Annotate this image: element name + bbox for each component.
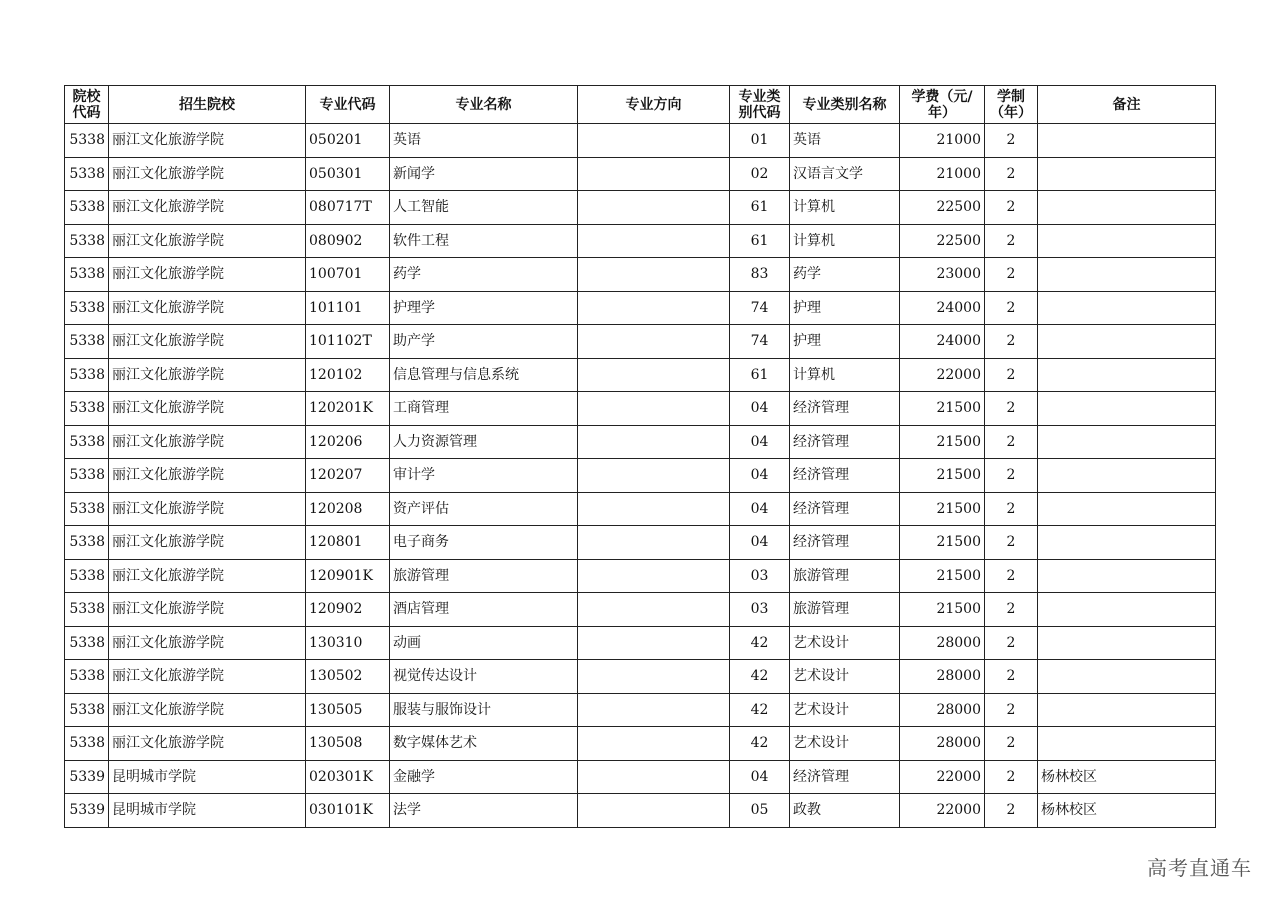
cell-category-name: 英语 [790,124,900,158]
cell-school-name: 丽江文化旅游学院 [109,559,306,593]
cell-duration: 2 [985,191,1038,225]
cell-duration: 2 [985,593,1038,627]
cell-remarks [1038,358,1216,392]
table-row [65,425,1216,459]
cell-major-name: 审计学 [390,459,578,493]
cell-category-name: 药学 [790,258,900,292]
cell-category-name: 护理 [790,325,900,359]
cell-school-code: 5338 [65,559,109,593]
cell-tuition: 21500 [900,392,985,426]
table-row [65,492,1216,526]
cell-major-name: 资产评估 [390,492,578,526]
cell-category-name: 经济管理 [790,392,900,426]
cell-duration: 2 [985,660,1038,694]
cell-major-name: 助产学 [390,325,578,359]
cell-category-name: 艺术设计 [790,626,900,660]
cell-duration: 2 [985,559,1038,593]
cell-school-code: 5338 [65,291,109,325]
cell-major-code: 050201 [306,124,390,158]
cell-school-code: 5338 [65,124,109,158]
table-row [65,660,1216,694]
cell-major-name: 视觉传达设计 [390,660,578,694]
cell-tuition: 28000 [900,727,985,761]
cell-duration: 2 [985,124,1038,158]
table-row [65,358,1216,392]
cell-school-name: 丽江文化旅游学院 [109,492,306,526]
cell-major-direction [578,425,730,459]
cell-remarks [1038,727,1216,761]
table-row [65,727,1216,761]
table-row [65,760,1216,794]
cell-category-name: 计算机 [790,358,900,392]
cell-category-name: 护理 [790,291,900,325]
table-row [65,526,1216,560]
cell-major-code: 120801 [306,526,390,560]
cell-school-code: 5338 [65,425,109,459]
cell-major-name: 英语 [390,124,578,158]
cell-major-direction [578,794,730,828]
cell-tuition: 21500 [900,593,985,627]
cell-category-name: 经济管理 [790,492,900,526]
table-row [65,258,1216,292]
cell-school-name: 丽江文化旅游学院 [109,224,306,258]
cell-category-code: 03 [730,593,790,627]
cell-major-code: 130505 [306,693,390,727]
cell-duration: 2 [985,224,1038,258]
cell-school-name: 丽江文化旅游学院 [109,526,306,560]
cell-school-name: 昆明城市学院 [109,794,306,828]
cell-school-code: 5339 [65,760,109,794]
cell-category-code: 42 [730,626,790,660]
table-row [65,693,1216,727]
cell-category-name: 艺术设计 [790,660,900,694]
cell-remarks [1038,660,1216,694]
cell-school-code: 5338 [65,459,109,493]
cell-major-direction [578,492,730,526]
cell-major-code: 100701 [306,258,390,292]
cell-school-code: 5338 [65,157,109,191]
cell-category-code: 42 [730,693,790,727]
table-body [65,124,1216,828]
cell-duration: 2 [985,794,1038,828]
cell-school-name: 丽江文化旅游学院 [109,392,306,426]
header-school-name: 招生院校 [109,86,306,124]
cell-major-direction [578,626,730,660]
cell-tuition: 22000 [900,794,985,828]
header-category-name: 专业类别名称 [790,86,900,124]
cell-tuition: 28000 [900,626,985,660]
cell-major-name: 护理学 [390,291,578,325]
cell-tuition: 21500 [900,559,985,593]
header-remarks: 备注 [1038,86,1216,124]
cell-tuition: 21500 [900,492,985,526]
cell-tuition: 21000 [900,124,985,158]
cell-remarks [1038,425,1216,459]
cell-major-direction [578,124,730,158]
cell-duration: 2 [985,626,1038,660]
cell-remarks [1038,459,1216,493]
cell-remarks [1038,124,1216,158]
cell-tuition: 22000 [900,760,985,794]
cell-school-name: 丽江文化旅游学院 [109,157,306,191]
cell-remarks: 杨林校区 [1038,760,1216,794]
cell-remarks [1038,392,1216,426]
cell-school-code: 5338 [65,626,109,660]
cell-school-code: 5338 [65,258,109,292]
cell-school-name: 丽江文化旅游学院 [109,325,306,359]
cell-category-code: 05 [730,794,790,828]
cell-major-name: 工商管理 [390,392,578,426]
cell-school-name: 丽江文化旅游学院 [109,425,306,459]
cell-school-name: 丽江文化旅游学院 [109,191,306,225]
cell-major-direction [578,157,730,191]
cell-school-code: 5338 [65,727,109,761]
header-school-code: 院校代码 [65,86,109,124]
cell-category-code: 04 [730,526,790,560]
cell-remarks [1038,291,1216,325]
cell-duration: 2 [985,291,1038,325]
cell-major-name: 人力资源管理 [390,425,578,459]
table-row [65,459,1216,493]
cell-major-direction [578,526,730,560]
cell-major-code: 020301K [306,760,390,794]
cell-category-name: 艺术设计 [790,693,900,727]
cell-major-name: 旅游管理 [390,559,578,593]
cell-duration: 2 [985,157,1038,191]
cell-duration: 2 [985,325,1038,359]
cell-duration: 2 [985,258,1038,292]
cell-major-code: 130310 [306,626,390,660]
cell-major-name: 药学 [390,258,578,292]
cell-school-name: 丽江文化旅游学院 [109,727,306,761]
table-row [65,191,1216,225]
cell-category-name: 汉语言文学 [790,157,900,191]
cell-category-name: 经济管理 [790,760,900,794]
cell-major-direction [578,760,730,794]
cell-category-name: 经济管理 [790,526,900,560]
cell-major-direction [578,258,730,292]
table-row [65,794,1216,828]
cell-duration: 2 [985,760,1038,794]
cell-remarks [1038,258,1216,292]
header-row [65,86,1216,124]
cell-remarks [1038,559,1216,593]
cell-major-code: 120901K [306,559,390,593]
cell-school-name: 丽江文化旅游学院 [109,291,306,325]
header-major-direction: 专业方向 [578,86,730,124]
cell-major-name: 动画 [390,626,578,660]
cell-major-direction [578,191,730,225]
cell-major-direction [578,392,730,426]
table-row [65,392,1216,426]
cell-category-code: 74 [730,325,790,359]
cell-major-direction [578,291,730,325]
cell-school-code: 5338 [65,325,109,359]
cell-major-name: 酒店管理 [390,593,578,627]
cell-remarks [1038,526,1216,560]
cell-remarks [1038,593,1216,627]
cell-major-code: 030101K [306,794,390,828]
table-row [65,325,1216,359]
cell-tuition: 22500 [900,191,985,225]
table-row [65,593,1216,627]
cell-category-code: 04 [730,459,790,493]
cell-duration: 2 [985,425,1038,459]
cell-remarks [1038,693,1216,727]
cell-major-direction [578,358,730,392]
cell-remarks [1038,224,1216,258]
cell-major-direction [578,593,730,627]
cell-category-name: 旅游管理 [790,593,900,627]
cell-school-code: 5338 [65,593,109,627]
cell-remarks [1038,157,1216,191]
cell-major-name: 服装与服饰设计 [390,693,578,727]
cell-tuition: 23000 [900,258,985,292]
cell-major-name: 人工智能 [390,191,578,225]
cell-tuition: 22000 [900,358,985,392]
cell-major-name: 数字媒体艺术 [390,727,578,761]
cell-major-name: 金融学 [390,760,578,794]
cell-major-code: 101102T [306,325,390,359]
cell-school-name: 丽江文化旅游学院 [109,693,306,727]
cell-tuition: 28000 [900,660,985,694]
cell-category-name: 经济管理 [790,425,900,459]
cell-category-code: 04 [730,492,790,526]
cell-major-direction [578,459,730,493]
table-row [65,224,1216,258]
cell-tuition: 22500 [900,224,985,258]
cell-tuition: 24000 [900,325,985,359]
cell-major-code: 120208 [306,492,390,526]
cell-major-direction [578,693,730,727]
cell-remarks [1038,191,1216,225]
cell-remarks [1038,325,1216,359]
cell-major-direction [578,224,730,258]
cell-duration: 2 [985,392,1038,426]
cell-category-code: 83 [730,258,790,292]
cell-school-name: 丽江文化旅游学院 [109,459,306,493]
cell-category-code: 61 [730,191,790,225]
table-row [65,291,1216,325]
cell-major-code: 120206 [306,425,390,459]
cell-duration: 2 [985,459,1038,493]
cell-category-code: 01 [730,124,790,158]
cell-category-code: 61 [730,224,790,258]
cell-school-code: 5338 [65,492,109,526]
table-row [65,626,1216,660]
cell-school-code: 5338 [65,526,109,560]
cell-school-code: 5338 [65,191,109,225]
cell-school-name: 丽江文化旅游学院 [109,660,306,694]
header-duration: 学制（年） [985,86,1038,124]
cell-major-name: 信息管理与信息系统 [390,358,578,392]
cell-category-name: 经济管理 [790,459,900,493]
cell-major-code: 130508 [306,727,390,761]
cell-remarks [1038,626,1216,660]
cell-remarks [1038,492,1216,526]
cell-school-code: 5338 [65,392,109,426]
cell-category-code: 04 [730,760,790,794]
cell-tuition: 21000 [900,157,985,191]
cell-major-direction [578,660,730,694]
cell-category-name: 旅游管理 [790,559,900,593]
cell-duration: 2 [985,727,1038,761]
cell-major-direction [578,325,730,359]
header-tuition: 学费（元/年） [900,86,985,124]
cell-tuition: 28000 [900,693,985,727]
cell-school-code: 5338 [65,358,109,392]
cell-school-code: 5338 [65,693,109,727]
cell-tuition: 21500 [900,526,985,560]
cell-duration: 2 [985,693,1038,727]
cell-category-name: 政教 [790,794,900,828]
cell-major-direction [578,559,730,593]
header-category-code: 专业类别代码 [730,86,790,124]
table-row [65,559,1216,593]
admissions-table [64,85,1216,828]
cell-category-code: 42 [730,660,790,694]
cell-category-code: 04 [730,392,790,426]
cell-category-code: 74 [730,291,790,325]
table-row [65,124,1216,158]
cell-school-name: 丽江文化旅游学院 [109,626,306,660]
cell-major-name: 法学 [390,794,578,828]
cell-major-code: 120902 [306,593,390,627]
cell-major-code: 050301 [306,157,390,191]
cell-major-code: 080717T [306,191,390,225]
cell-remarks: 杨林校区 [1038,794,1216,828]
cell-major-code: 120102 [306,358,390,392]
table-row [65,157,1216,191]
cell-major-name: 软件工程 [390,224,578,258]
cell-major-code: 130502 [306,660,390,694]
cell-school-name: 丽江文化旅游学院 [109,124,306,158]
cell-major-direction [578,727,730,761]
cell-duration: 2 [985,526,1038,560]
header-major-name: 专业名称 [390,86,578,124]
cell-major-code: 101101 [306,291,390,325]
cell-category-name: 艺术设计 [790,727,900,761]
cell-category-code: 61 [730,358,790,392]
cell-tuition: 24000 [900,291,985,325]
watermark-text: 高考直通车 [1147,856,1252,880]
cell-major-code: 120201K [306,392,390,426]
cell-school-code: 5339 [65,794,109,828]
cell-major-name: 新闻学 [390,157,578,191]
cell-school-name: 丽江文化旅游学院 [109,358,306,392]
cell-category-name: 计算机 [790,224,900,258]
cell-duration: 2 [985,358,1038,392]
cell-school-name: 丽江文化旅游学院 [109,593,306,627]
header-major-code: 专业代码 [306,86,390,124]
cell-duration: 2 [985,492,1038,526]
cell-major-name: 电子商务 [390,526,578,560]
cell-tuition: 21500 [900,459,985,493]
cell-school-code: 5338 [65,224,109,258]
cell-category-code: 04 [730,425,790,459]
cell-major-code: 080902 [306,224,390,258]
cell-school-name: 昆明城市学院 [109,760,306,794]
cell-tuition: 21500 [900,425,985,459]
cell-school-name: 丽江文化旅游学院 [109,258,306,292]
cell-category-code: 02 [730,157,790,191]
cell-major-code: 120207 [306,459,390,493]
cell-category-name: 计算机 [790,191,900,225]
cell-category-code: 03 [730,559,790,593]
cell-school-code: 5338 [65,660,109,694]
cell-category-code: 42 [730,727,790,761]
